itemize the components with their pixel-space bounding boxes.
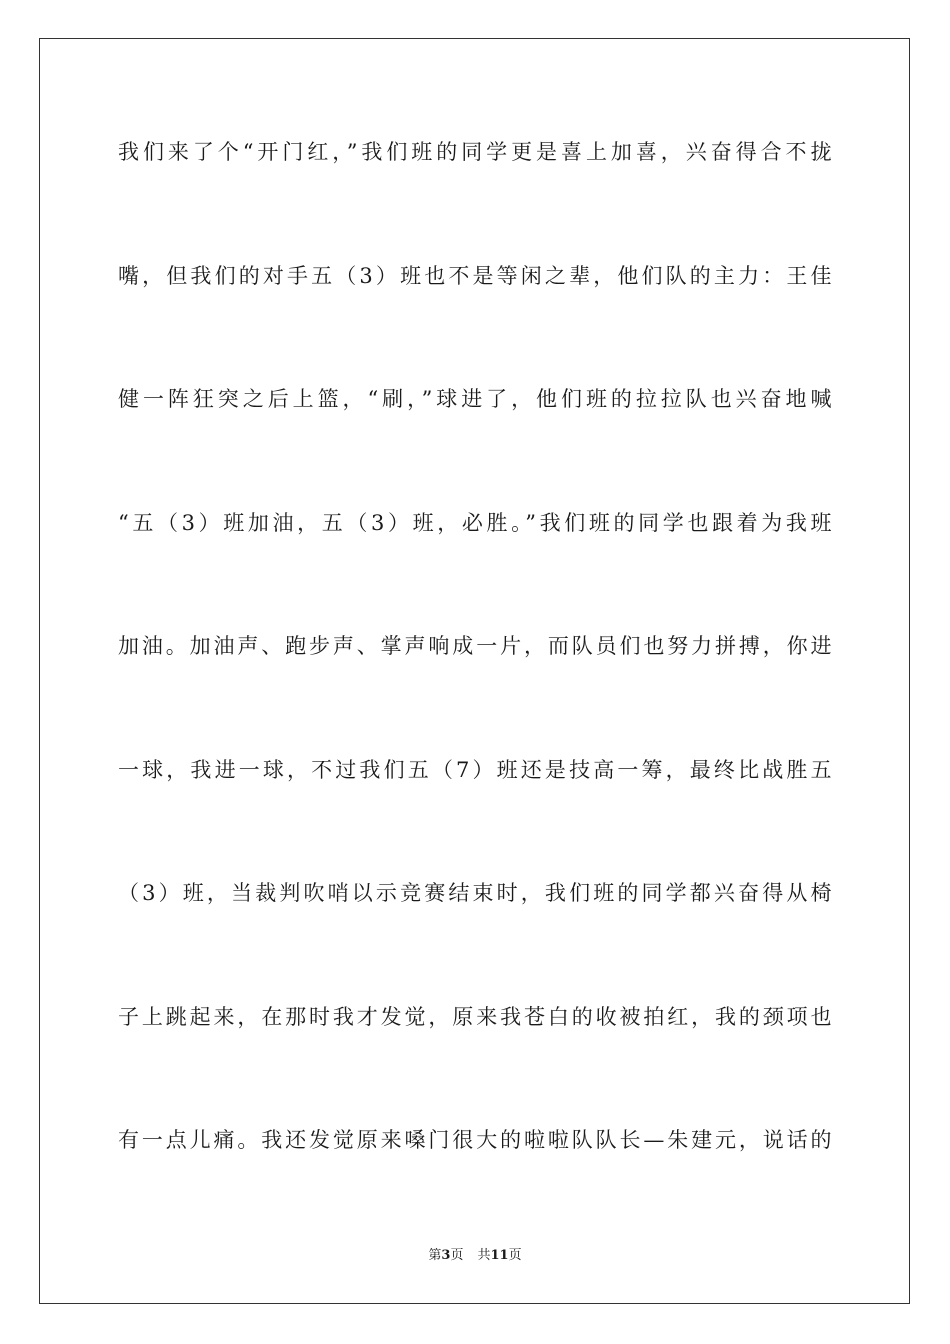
text-line: 有一点儿痛。我还发觉原来嗓门很大的啦啦队队长—朱建元，说话的 [118,1128,832,1152]
page-footer [0,1247,950,1265]
page-prefix: 第 [428,1248,442,1263]
total-suffix: 页 [508,1248,522,1263]
page-total: 11 [490,1248,509,1263]
text-line: 我们来了个“开门红，”我们班的同学更是喜上加喜，兴奋得合不拢 [118,140,832,164]
page-border [39,38,910,1304]
text-line: 健一阵狂突之后上篮，“刷，”球进了，他们班的拉拉队也兴奋地喊 [118,387,832,411]
text-line: （3）班，当裁判吹哨以示竞赛结束时，我们班的同学都兴奋得从椅 [118,881,832,905]
text-line: 一球，我进一球，不过我们五（7）班还是技高一筹，最终比战胜五 [118,758,832,782]
text-line: 子上跳起来，在那时我才发觉，原来我苍白的收被拍红，我的颈项也 [118,1005,832,1029]
text-line: “五（3）班加油，五（3）班，必胜。”我们班的同学也跟着为我班 [118,511,832,535]
total-prefix: 共 [477,1248,491,1263]
text-line: 嘴，但我们的对手五（3）班也不是等闲之辈，他们队的主力：王佳 [118,264,832,288]
page-suffix: 页 [450,1248,464,1263]
text-line: 加油。加油声、跑步声、掌声响成一片，而队员们也努力拼搏，你进 [118,634,832,658]
page-current: 3 [441,1248,451,1263]
